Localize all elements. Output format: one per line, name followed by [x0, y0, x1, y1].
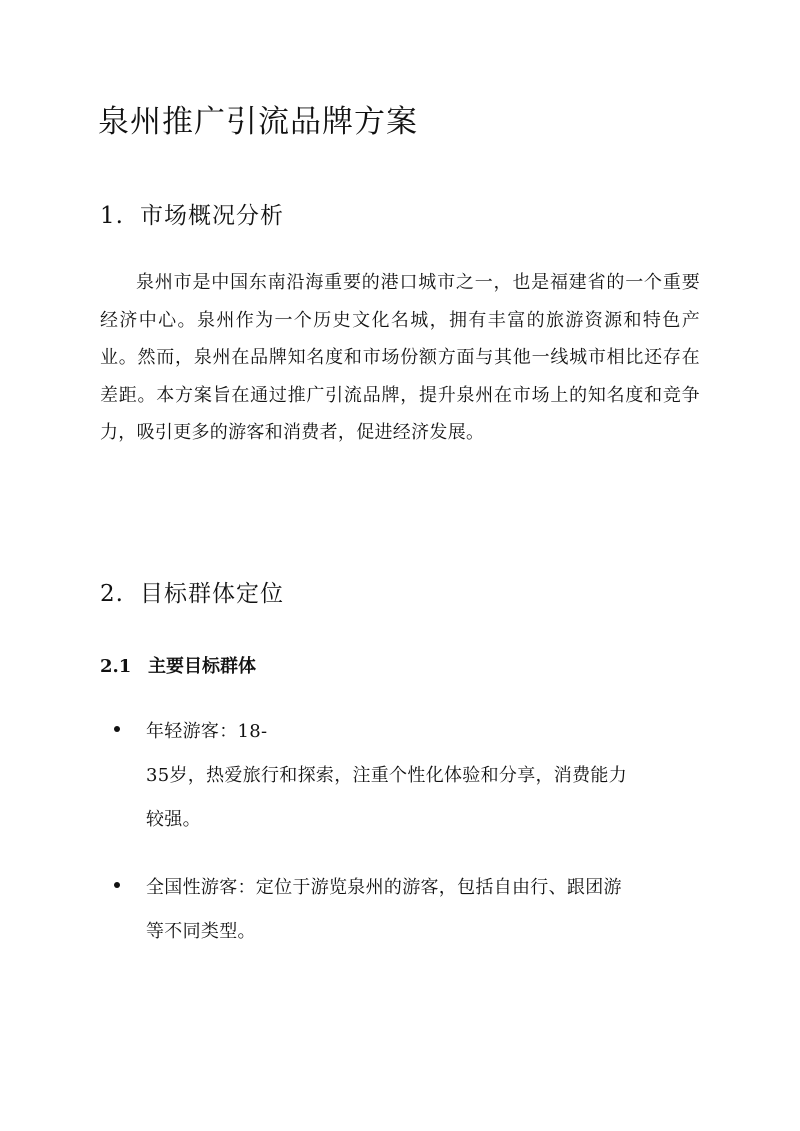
- bullet-icon: [114, 882, 120, 888]
- bullet-icon: [114, 726, 120, 732]
- subsection-title: 主要目标群体: [148, 656, 256, 677]
- list-item-line: 年轻游客：18-: [146, 721, 268, 742]
- list-item-text: [146, 710, 701, 842]
- section-title: 市场概况分析: [140, 203, 284, 229]
- list-item-line: 较强。: [146, 809, 201, 830]
- section-title: 目标群体定位: [140, 581, 284, 607]
- section-number: 1.: [100, 203, 124, 229]
- subsection-heading-main-target: [100, 652, 256, 678]
- market-overview-paragraph: 泉州市是中国东南沿海重要的港口城市之一，也是福建省的一个重要经济中心。泉州作为一个历史文化名城，拥有丰富的旅游资源和特色产业。然而，泉州在品牌知名度和市场份额方面与其他一线城市相比还存在差距。本方案旨在通过推广引流品牌，提升泉州在市场上的知名度和竞争力，吸引更多的游客和消费者，促进经济发展。: [100, 272, 700, 443]
- document-title: 泉州推广引流品牌方案: [98, 104, 418, 140]
- section-heading-target-group: [100, 575, 284, 608]
- list-item-line: 等不同类型。: [146, 921, 256, 942]
- section-number: 2.: [100, 581, 124, 607]
- section-heading-market-overview: [100, 197, 284, 230]
- list-item-line: 35岁，热爱旅行和探索，注重个性化体验和分享，消费能力: [146, 765, 628, 786]
- list-item-line: 全国性游客：定位于游览泉州的游客，包括自由行、跟团游: [146, 877, 622, 898]
- subsection-number: 2.1: [100, 656, 132, 677]
- list-item-text: [146, 866, 701, 954]
